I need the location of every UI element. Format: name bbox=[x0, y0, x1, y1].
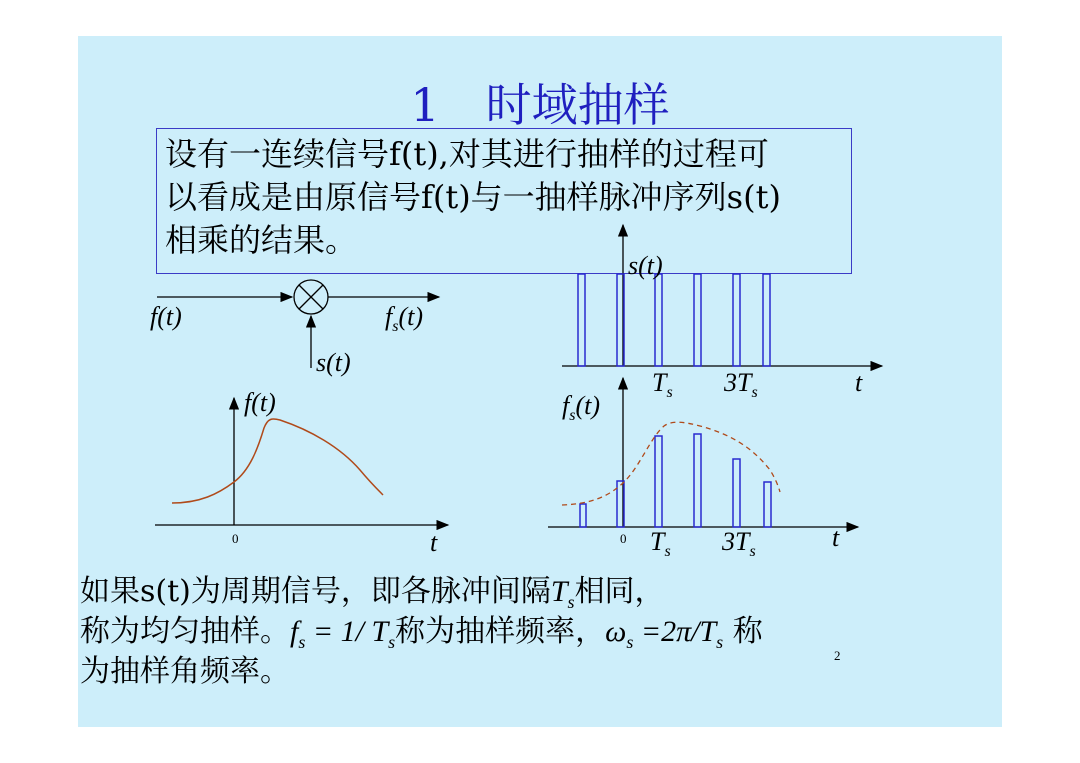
fs-pulse bbox=[733, 459, 740, 527]
fs-sampled-pulses bbox=[580, 434, 771, 527]
intro-line-1: 设有一连续信号f(t),对其进行抽样的过程可 bbox=[165, 135, 769, 173]
bottom-line-2: 称为均匀抽样。$f_s = 1/$ $T_s$称为抽样频率，$\omega_s =2\pi/T_s$ 称 bbox=[80, 614, 763, 652]
fs-pulse bbox=[655, 436, 662, 527]
fs-x-label: t bbox=[832, 523, 840, 552]
s-pulse bbox=[733, 274, 740, 366]
output-label: $f_s(t)$ bbox=[385, 302, 424, 336]
fs-tick-ts: $T_s$ bbox=[650, 527, 671, 561]
s-pulse bbox=[578, 274, 585, 366]
f-origin-label: 0 bbox=[232, 531, 239, 546]
fs-pulse bbox=[764, 482, 771, 527]
intro-line-3: 相乘的结果。 bbox=[165, 221, 358, 259]
page-number: 2 bbox=[834, 648, 841, 663]
f-x-label: t bbox=[430, 528, 438, 557]
slide-title: 1 时域抽样 bbox=[410, 78, 670, 132]
s-tick-3ts: $3T_s$ bbox=[724, 368, 758, 402]
fs-envelope-dashed bbox=[562, 422, 780, 505]
bottom-line-3: 为抽样角频率。 bbox=[80, 654, 290, 689]
s-pulse bbox=[694, 274, 701, 366]
s-pulse-train bbox=[578, 274, 770, 366]
s-x-label: t bbox=[855, 368, 863, 397]
fs-y-label: $f_s(t)$ bbox=[562, 391, 601, 425]
fs-tick-3ts: $3T_s$ bbox=[722, 527, 756, 561]
graph-s-of-t bbox=[562, 225, 882, 366]
graph-f-of-t bbox=[155, 398, 448, 525]
bottom-line-1: 如果s(t)为周期信号，即各脉冲间隔$T_s$相同， bbox=[80, 574, 665, 612]
s-pulse bbox=[655, 274, 662, 366]
control-label: s(t) bbox=[316, 348, 351, 377]
f-signal-curve bbox=[172, 419, 383, 503]
intro-line-2: 以看成是由原信号f(t)与一抽样脉冲序列s(t) bbox=[165, 178, 781, 216]
fs-pulse bbox=[580, 504, 586, 527]
input-label: f(t) bbox=[150, 302, 182, 331]
s-pulse bbox=[763, 274, 770, 366]
fs-origin-label: 0 bbox=[620, 531, 627, 546]
s-y-label: s(t) bbox=[628, 251, 663, 280]
f-y-label: f(t) bbox=[244, 388, 276, 417]
s-tick-ts: $T_s$ bbox=[652, 368, 673, 402]
fs-pulse bbox=[694, 434, 701, 527]
